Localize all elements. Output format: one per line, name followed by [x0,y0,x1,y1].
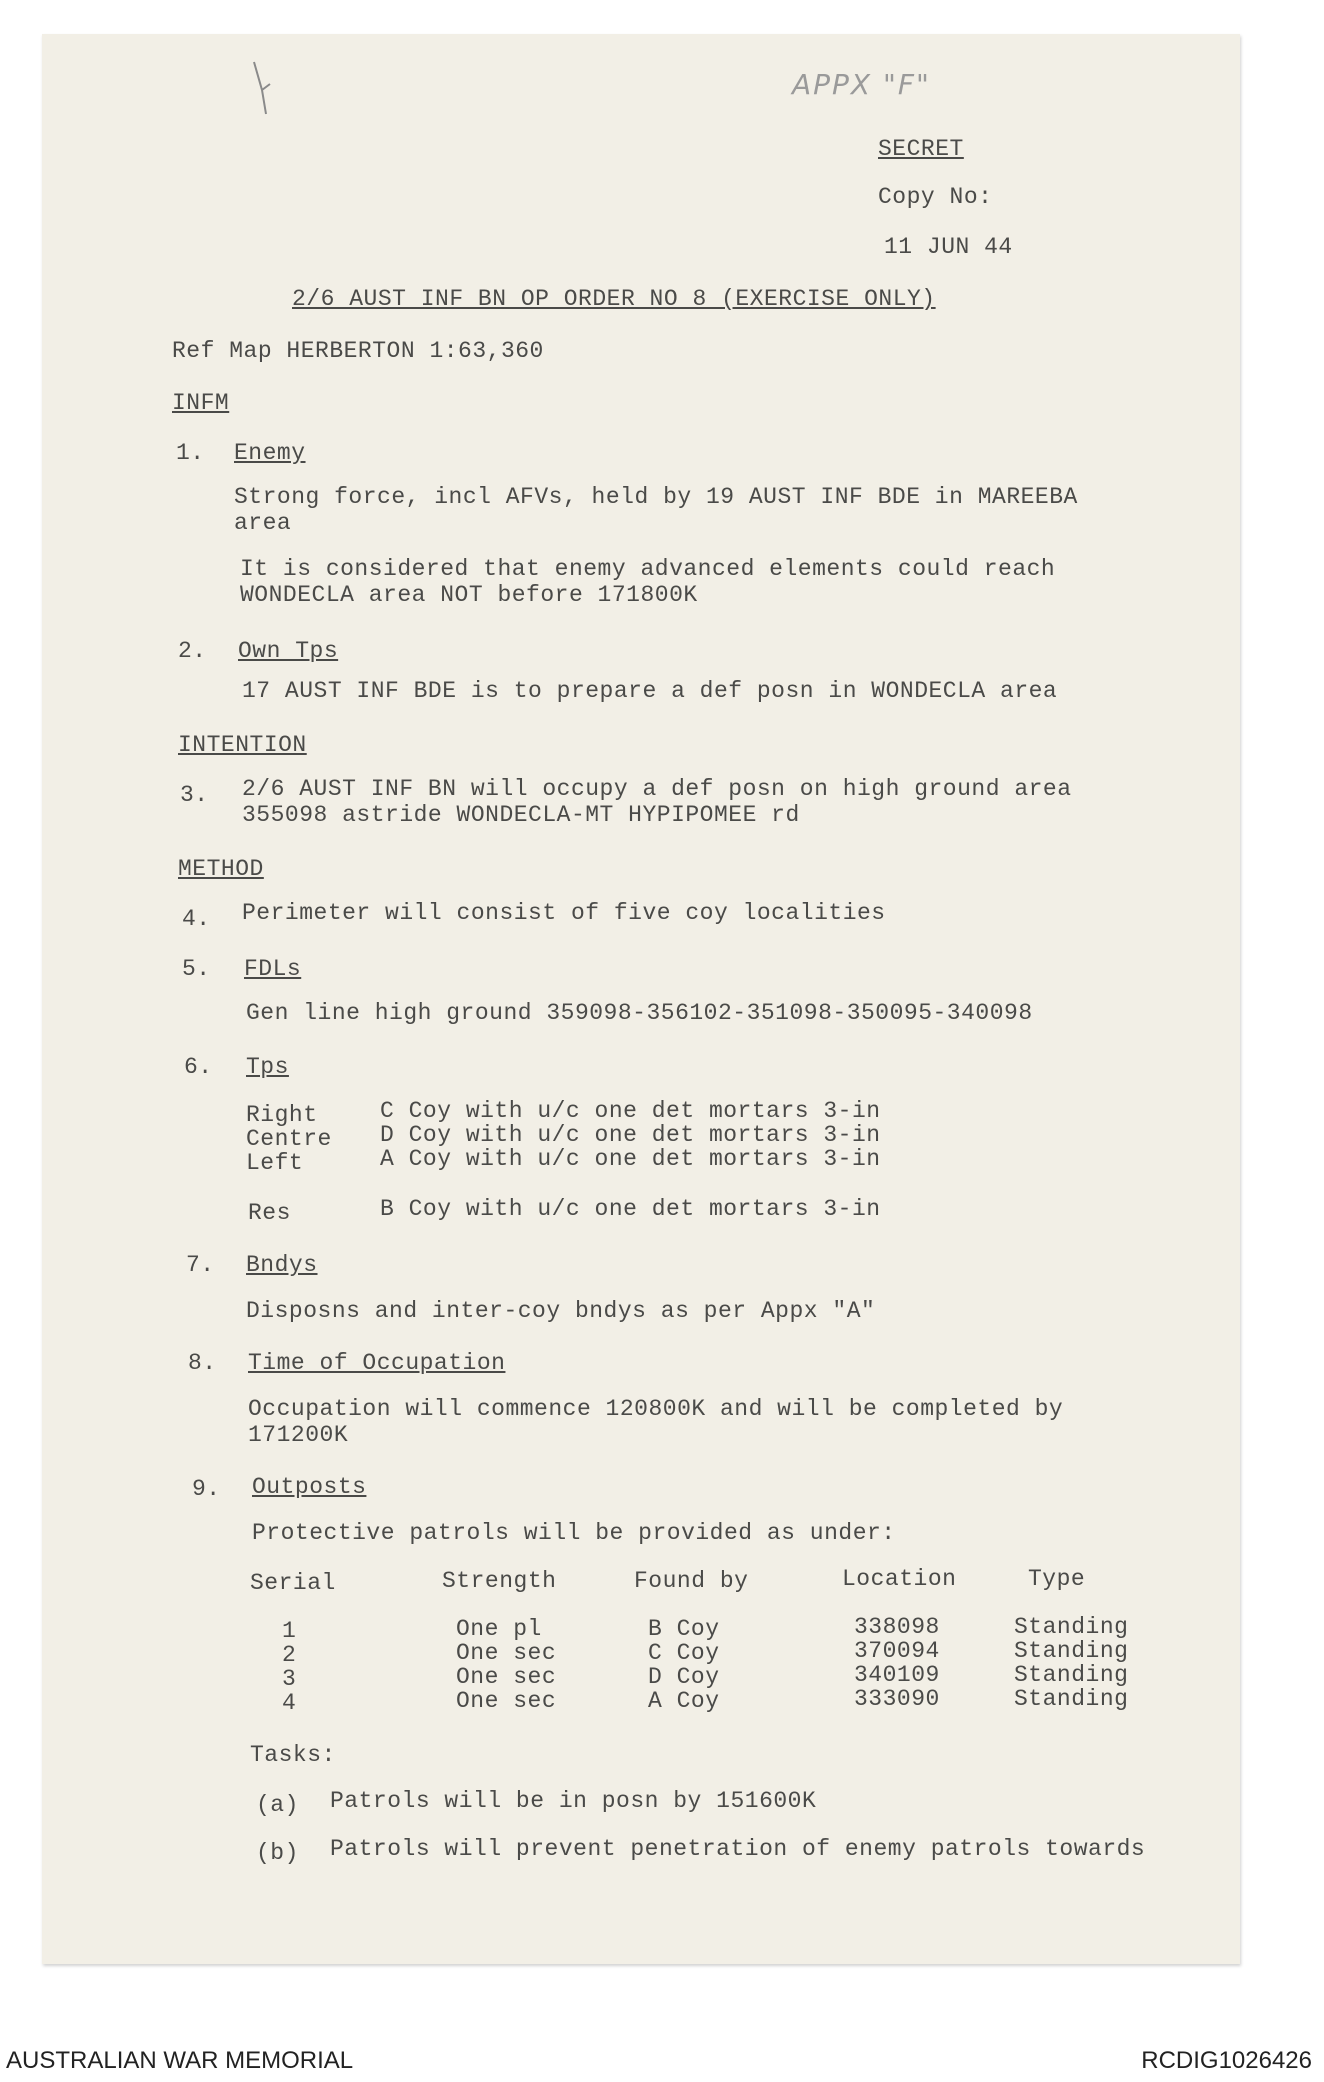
tps-position: Left [246,1150,304,1176]
task-a-text: Patrols will be in posn by 151600K [330,1788,817,1814]
section-intention: INTENTION [178,732,307,758]
patrol-found-by: A Coy [648,1688,720,1714]
patrol-strength: One sec [456,1640,557,1666]
para-2-number: 2. [178,638,207,664]
pencil-mark-icon [248,60,272,116]
para-4-text: Perimeter will consist of five coy localities [242,900,886,926]
para-1-title: Enemy [234,440,306,466]
para-1-number: 1. [176,440,205,466]
patrol-type: Standing [1014,1686,1129,1712]
para-7-title: Bndys [246,1252,318,1278]
para-8-number: 8. [188,1350,217,1376]
tps-position: Centre [246,1126,332,1152]
patrol-found-by: C Coy [648,1640,720,1666]
patrol-location: 333090 [854,1686,940,1712]
para-1-text-b-line-2: WONDECLA area NOT before 171800K [240,582,698,608]
classification-label: SECRET [878,136,964,162]
para-3-text-line-1: 2/6 AUST INF BN will occupy a def posn on high ground area [242,776,1072,802]
para-7-text: Disposns and inter-coy bndys as per Appx "A" [246,1298,876,1324]
patrol-type: Standing [1014,1614,1129,1640]
para-9-number: 9. [192,1476,221,1502]
para-1-text-b-line-1: It is considered that enemy advanced elements could reach [240,556,1056,582]
tps-description: C Coy with u/c one det mortars 3-in [380,1098,881,1124]
patrol-table-header: Serial [250,1570,336,1596]
footer-source: AUSTRALIAN WAR MEMORIAL [6,2047,354,2074]
task-b-label: (b) [256,1840,299,1866]
order-date: 11 JUN 44 [884,234,1013,260]
tps-position: Res [248,1200,291,1226]
patrol-serial: 1 [282,1618,297,1644]
patrol-table-header: Strength [442,1568,557,1594]
section-infm: INFM [172,390,230,416]
patrol-serial: 4 [282,1690,297,1716]
patrol-type: Standing [1014,1638,1129,1664]
patrol-type: Standing [1014,1662,1129,1688]
para-6-title: Tps [246,1054,289,1080]
copy-number: Copy No: [878,184,993,210]
para-5-title: FDLs [244,956,302,982]
para-9-text: Protective patrols will be provided as under: [252,1520,896,1546]
patrol-found-by: B Coy [648,1616,720,1642]
appendix-annotation: APPX "F" [792,68,931,101]
patrol-strength: One sec [456,1664,557,1690]
para-5-text: Gen line high ground 359098-356102-351098-350095-340098 [246,1000,1033,1026]
patrol-serial: 2 [282,1642,297,1668]
para-1-text-a-line-1: Strong force, incl AFVs, held by 19 AUST INF BDE in MAREEBA [234,484,1078,510]
para-9-title: Outposts [252,1474,367,1500]
patrol-table-header: Type [1028,1566,1086,1592]
para-1-text-a-line-2: area [234,510,292,536]
para-5-number: 5. [182,956,211,982]
tasks-label: Tasks: [250,1742,336,1768]
patrol-serial: 3 [282,1666,297,1692]
patrol-location: 338098 [854,1614,940,1640]
para-2-text: 17 AUST INF BDE is to prepare a def posn in WONDECLA area [242,678,1058,704]
footer-catalogue-id: RCDIG1026426 [1141,2047,1312,2074]
para-8-text-line-2: 171200K [248,1422,349,1448]
patrol-strength: One pl [456,1616,542,1642]
para-8-text-line-1: Occupation will commence 120800K and will be completed by [248,1396,1064,1422]
tps-position: Right [246,1102,318,1128]
patrol-found-by: D Coy [648,1664,720,1690]
patrol-strength: One sec [456,1688,557,1714]
para-2-title: Own Tps [238,638,339,664]
tps-description: B Coy with u/c one det mortars 3-in [380,1196,881,1222]
task-a-label: (a) [256,1792,299,1818]
patrol-location: 340109 [854,1662,940,1688]
para-6-number: 6. [184,1054,213,1080]
reference-map: Ref Map HERBERTON 1:63,360 [172,338,544,364]
para-4-number: 4. [182,906,211,932]
patrol-location: 370094 [854,1638,940,1664]
tps-description: A Coy with u/c one det mortars 3-in [380,1146,881,1172]
para-7-number: 7. [186,1252,215,1278]
tps-description: D Coy with u/c one det mortars 3-in [380,1122,881,1148]
para-8-title: Time of Occupation [248,1350,506,1376]
para-3-text-line-2: 355098 astride WONDECLA-MT HYPIPOMEE rd [242,802,800,828]
section-method: METHOD [178,856,264,882]
patrol-table-header: Found by [634,1568,749,1594]
patrol-table-header: Location [842,1566,957,1592]
task-b-text: Patrols will prevent penetration of enemy patrols towards [330,1836,1146,1862]
document-title: 2/6 AUST INF BN OP ORDER NO 8 (EXERCISE ONLY) [292,286,936,312]
para-3-number: 3. [180,782,209,808]
